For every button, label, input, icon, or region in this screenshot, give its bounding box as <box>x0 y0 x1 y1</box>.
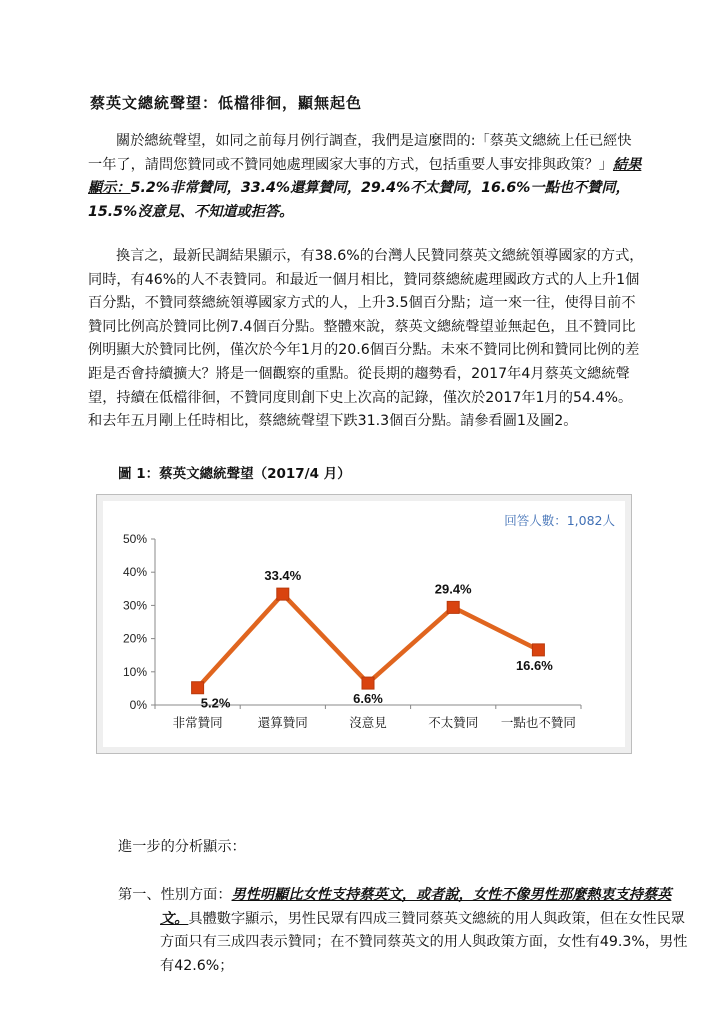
result-text: 5.2%非常贊同，33.4%還算贊同，29.4%不太贊同，16.6%一點也不贊同，15.5%沒意見、不知道或拒答。 <box>88 180 630 220</box>
data-point-marker <box>192 682 204 694</box>
series-line <box>198 594 539 688</box>
y-tick-label: 30% <box>122 598 147 613</box>
x-tick-label: 一點也不贊同 <box>500 715 576 730</box>
x-tick-label: 沒意見 <box>349 715 387 730</box>
figure-caption: 圖 1：蔡英文總統聲望（2017/4 月） <box>118 466 351 482</box>
x-tick-label: 還算贊同 <box>257 715 308 730</box>
data-label: 16.6% <box>515 657 553 673</box>
y-tick-label: 20% <box>122 631 147 646</box>
data-point-marker <box>447 601 459 613</box>
data-label: 29.4% <box>434 581 472 597</box>
y-tick-label: 50% <box>122 532 147 546</box>
result-label: 結果顯示： <box>88 156 642 197</box>
analysis-item-gender <box>118 884 690 978</box>
data-point-marker <box>277 588 289 600</box>
y-tick-label: 0% <box>129 698 147 712</box>
data-label: 6.6% <box>353 691 383 707</box>
paragraph-summary: 換言之，最新民調結果顯示，有38.6%的台灣人民贊同蔡英文總統領導國家的方式，同時，有46%的人不表贊同。和最近一個月相比，贊同蔡總統處理國政方式的人上升1個百分點，不贊同蔡總統領導國家方式的人，上升3.5個百分點；這一來一往，使得目前不贊同比例高於贊同比例7.4個百分點。整體來說，蔡英文總統聲望並無起色，且不贊同比例明顯大於贊同比例，僅次於今年1月的20.6個百分點。未來不贊同比例和贊同比例的差距是否會持續擴大？將是一個觀察的重點。從長期的趨勢看，2017年4月蔡英文總統聲望，持續在低檔徘徊，不贊同度則創下史上次高的記錄，僅次於2017年1月的54.4%。和去年五月剛上任時相比，蔡總統聲望下跌31.3個百分點。請參看圖1及圖2。 <box>88 248 644 430</box>
section-heading: 蔡英文總統聲望：低檔徘徊，顯無起色 <box>90 94 363 112</box>
data-point-marker <box>532 644 544 656</box>
chart-frame <box>96 494 632 754</box>
item-emphasis: 男性明顯比女性支持蔡英文，或者說，女性不像男性那麼熱衷支持蔡英文。 <box>160 887 672 927</box>
item-text: 具體數字顯示，男性民眾有四成三贊同蔡英文總統的用人與政策，但在女性民眾方面只有三成四表示贊同；在不贊同蔡英文的用人與政策方面，女性有49.3%，男性有42.6%； <box>160 910 688 974</box>
y-tick-label: 10% <box>122 664 147 679</box>
item-marker: 第一、 <box>118 887 161 903</box>
item-label: 性別方面： <box>160 887 232 903</box>
approval-line-chart <box>103 501 625 747</box>
chart-area <box>103 501 625 747</box>
analysis-intro: 進一步的分析顯示： <box>118 839 246 855</box>
paragraph-question <box>88 130 644 224</box>
y-tick-label: 40% <box>122 565 147 580</box>
x-tick-label: 非常贊同 <box>172 715 223 730</box>
data-label: 33.4% <box>264 568 302 584</box>
data-point-marker <box>362 677 374 689</box>
respondent-count-annotation: 回答人數：1,082人 <box>504 513 615 528</box>
question-text: 關於總統聲望，如同之前每月例行調查，我們是這麼問的:「蔡英文總統上任已經快一年了，請問您贊同或不贊同她處理國家大事的方式，包括重要人事安排與政策？」 <box>88 133 632 173</box>
x-tick-label: 不太贊同 <box>428 715 479 730</box>
data-label: 5.2% <box>200 695 231 711</box>
